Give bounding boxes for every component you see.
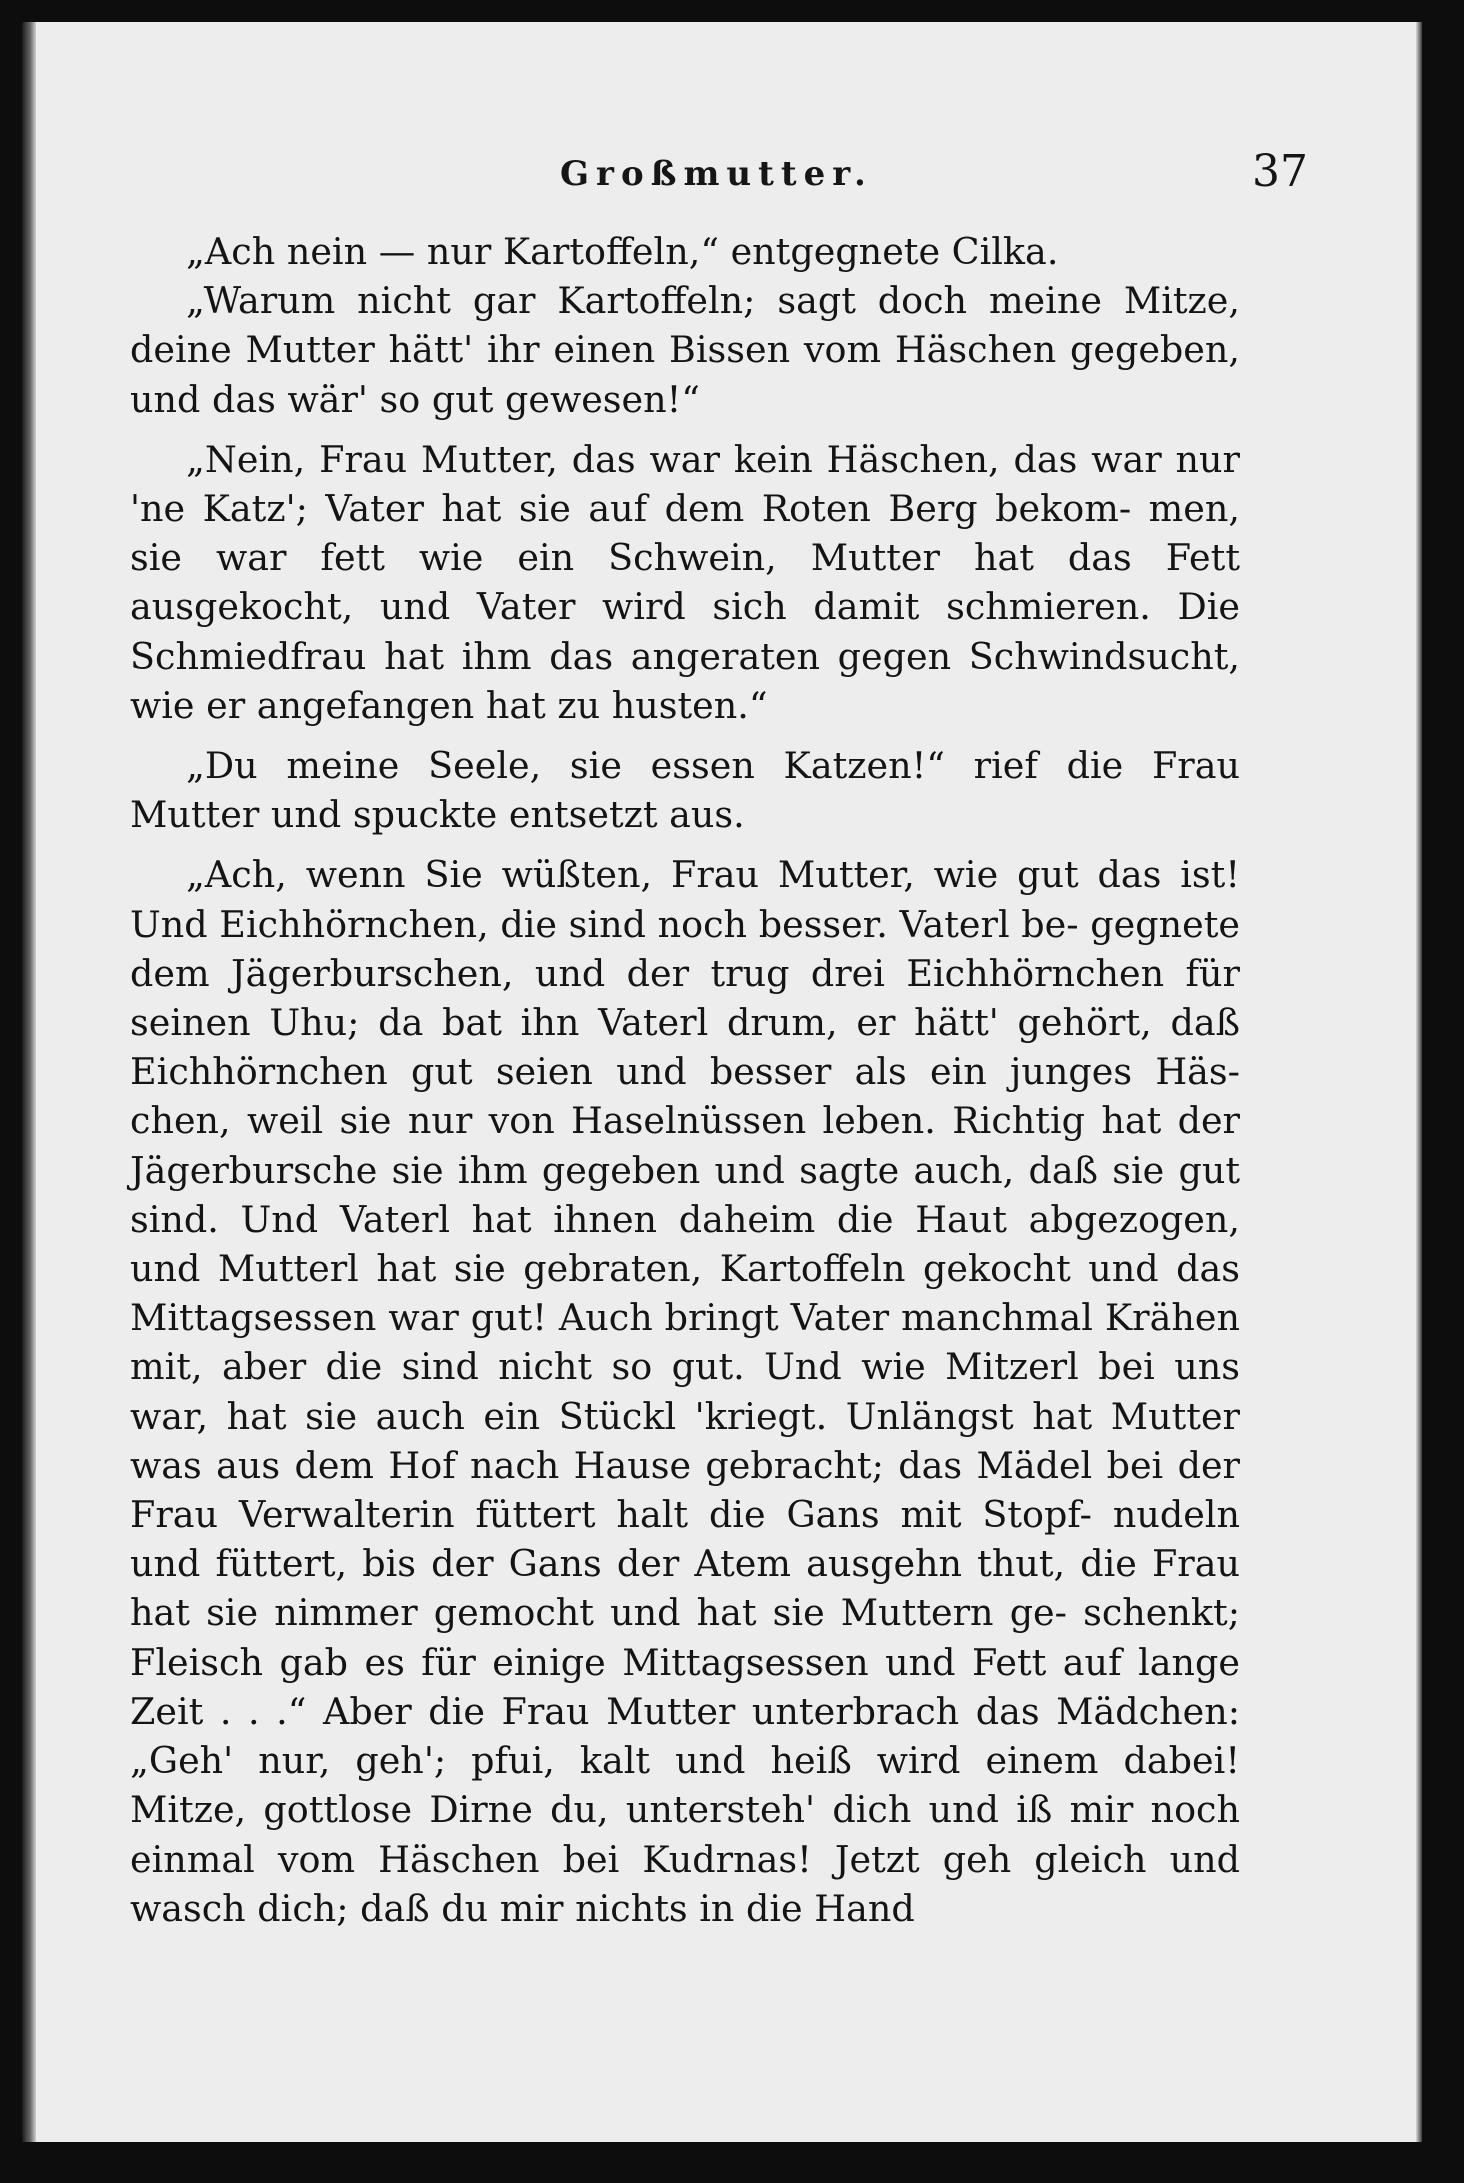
- running-head: Großmutter.: [560, 154, 873, 194]
- paragraph: „Ach, wenn Sie wüßten, Frau Mutter, wie gut das ist! Und Eichhörnchen, die sind noch besser. Vaterl be- gegnete dem Jägerburschen, und der trug drei Eichhörnchen für seinen Uhu; da bat ihn Vaterl drum, er hätt' gehört, daß Eichhörnchen gut seien und besser als ein junges Häs- chen, weil sie nur von Haselnüssen leben. Richtig hat der Jägerbursche sie ihm gegeben und sagte auch, daß sie gut sind. Und Vaterl hat ihnen daheim die Haut abgezogen, und Mutterl hat sie gebraten, Kartoffeln gekocht und das Mittagsessen war gut! Auch bringt Vater manchmal Krähen mit, aber die sind nicht so gut. Und wie Mitzerl bei uns war, hat sie auch ein Stückl 'kriegt. Unlängst hat Mutter was aus dem Hof nach Hause gebracht; das Mädel bei der Frau Verwalterin füttert halt die Gans mit Stopf- nudeln und füttert, bis der Gans der Atem ausgehn thut, die Frau hat sie nimmer gemocht und hat sie Muttern ge- schenkt; Fleisch gab es für einige Mittagsessen und Fett auf lange Zeit . . .“ Aber die Frau Mutter unterbrach das Mädchen: „Geh' nur, geh'; pfui, kalt und heiß wird einem dabei! Mitze, gottlose Dirne du, untersteh' dich und iß mir noch einmal vom Häschen bei Kudrnas! Jetzt geh gleich und wasch dich; daß du mir nichts in die Hand: [130, 853, 1240, 1930]
- book-page: [22, 22, 1422, 2142]
- paragraph: „Ach nein — nur Kartoffeln,“ entgegnete Cilka.: [186, 230, 1059, 273]
- paragraph: „Du meine Seele, sie essen Katzen!“ rief die Frau Mutter und spuckte entsetzt aus.: [130, 744, 1240, 837]
- page-binding-edge: [22, 22, 36, 2142]
- page-scan-edge: [1416, 22, 1422, 2142]
- body-text: [130, 227, 1240, 1933]
- paragraph: „Warum nicht gar Kartoffeln; sagt doch meine Mitze, deine Mutter hätt' ihr einen Bissen vom Häschen gegeben, und das wär' so gut gewesen!“: [130, 279, 1240, 421]
- page-header: [102, 140, 1342, 200]
- paragraph: „Nein, Frau Mutter, das war kein Häschen, das war nur 'ne Katz'; Vater hat sie auf dem Roten Berg bekom- men, sie war fett wie ein Schwein, Mutter hat das Fett ausgekocht, und Vater wird sich damit schmieren. Die Schmiedfrau hat ihm das angeraten gegen Schwindsucht, wie er angefangen hat zu husten.“: [130, 437, 1240, 727]
- page-number: 37: [1252, 146, 1308, 197]
